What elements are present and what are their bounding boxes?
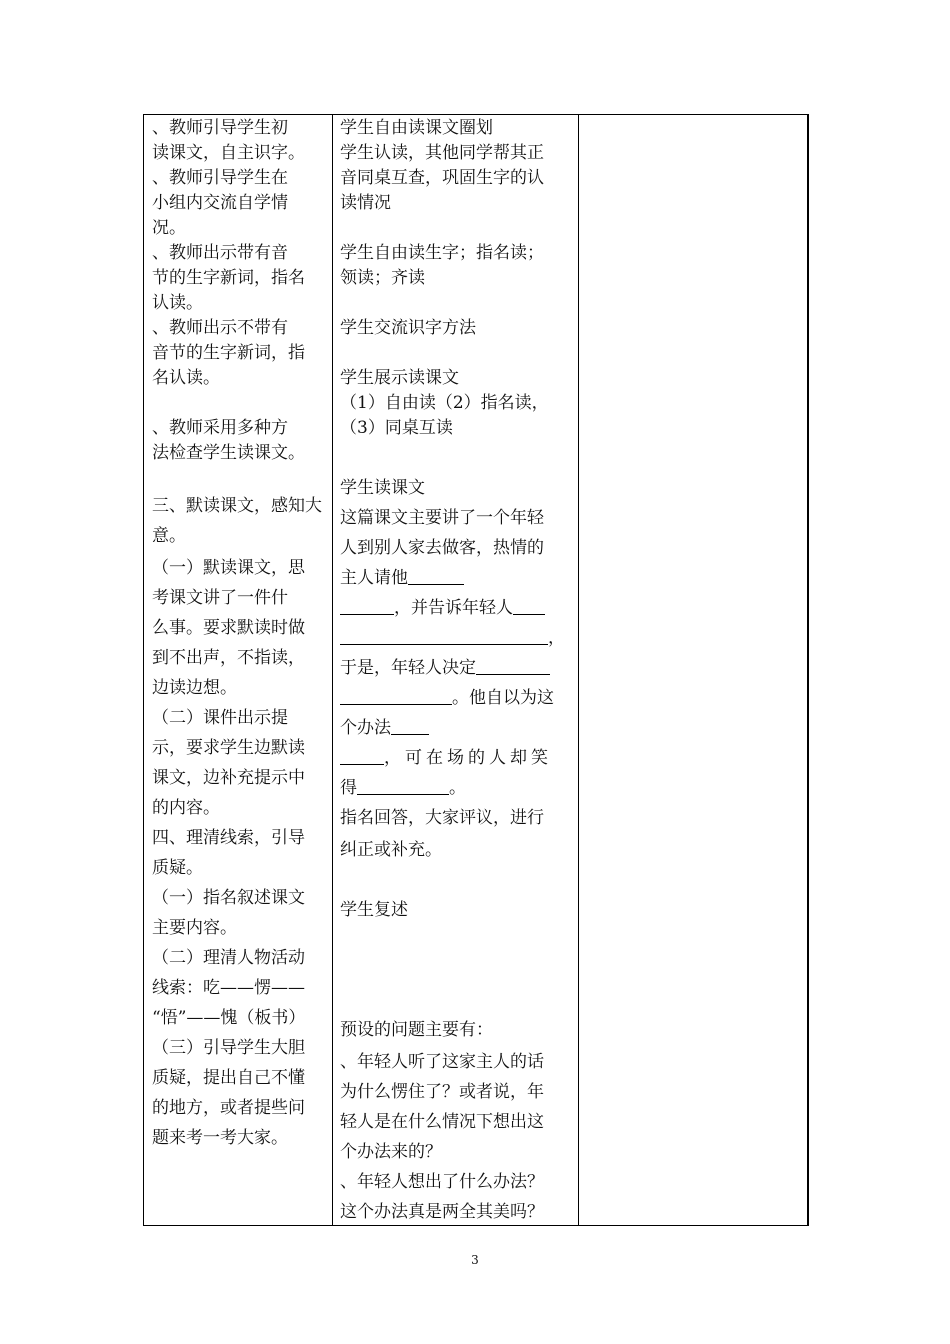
teacher-step-line: 么事。要求默读时做 [152,618,305,638]
section-heading: 三、默读课文，感知大 [152,496,322,516]
fill-in-text: ， [548,628,565,648]
fill-in-text: 。 [449,778,466,798]
student-activity-line: 学生展示读课文 [340,368,459,388]
column-divider [578,115,579,1225]
fill-in-text: ，并告诉年轻人 [394,598,513,618]
teacher-step-line: 、教师引导学生初 [152,118,288,138]
fill-in-line [340,626,565,651]
student-activity-line: 音同桌互查，巩固生字的认 [340,168,544,188]
blank-underline [391,716,429,735]
teacher-step-line: 的内容。 [152,798,220,818]
teacher-step-line: （一）默读课文，思 [152,558,305,578]
student-activity-line: 学生复述 [340,900,408,920]
teacher-step-line: 小组内交流自学情 [152,193,288,213]
teacher-step-line: 意。 [152,526,186,546]
student-activity-line: 、年轻人听了这家主人的话 [340,1052,544,1072]
student-activity-line: 领读；齐读 [340,268,425,288]
fill-in-text: 主人请他 [340,568,408,588]
teacher-step-line: （三）引导学生大胆 [152,1038,305,1058]
fill-in-text: 。他自以为这 [452,688,554,708]
student-activity-line: 指名回答，大家评议，进行 [340,808,544,828]
teacher-step-line: 线索：吃——愣—— [152,978,305,998]
blank-underline [357,776,449,795]
teacher-step-line: 示，要求学生边默读 [152,738,305,758]
student-activity-line: 学生自由读课文圈划 [340,118,493,138]
fill-in-line [340,716,429,741]
teacher-step-line: （一）指名叙述课文 [152,888,305,908]
student-activity-line: 人到别人家去做客，热情的 [340,538,544,558]
fill-in-line [340,746,552,771]
teacher-step-line: 课文，边补充提示中 [152,768,305,788]
fill-in-line [340,656,550,681]
teacher-step-line: （二）课件出示提 [152,708,288,728]
teacher-step-line: 主要内容。 [152,918,237,938]
fill-in-line [340,566,464,591]
fill-in-text: 得 [340,778,357,798]
teacher-step-line: 质疑，提出自己不懂 [152,1068,305,1088]
fill-in-line [340,776,466,801]
student-activity-line: 个办法来的？ [340,1142,442,1162]
teacher-step-line: 读课文，自主识字。 [152,143,305,163]
blank-underline [340,686,452,705]
fill-in-line [340,596,545,621]
student-activity-line: 这个办法真是两全其美吗？ [340,1202,544,1222]
teacher-step-line: 、教师出示带有音 [152,243,288,263]
teacher-step-line: 到不出声，不指读， [152,648,305,668]
teacher-step-line: 、教师出示不带有 [152,318,288,338]
teacher-step-line: 法检查学生读课文。 [152,443,305,463]
student-activity-line: 学生读课文 [340,478,425,498]
teacher-step-line: 、教师采用多种方 [152,418,288,438]
teacher-step-line: 、教师引导学生在 [152,168,288,188]
teacher-step-line: 音节的生字新词，指 [152,343,305,363]
student-activity-line: 为什么愣住了？或者说，年 [340,1082,544,1102]
teacher-step-line: 考课文讲了一件什 [152,588,288,608]
student-activity-line: 学生自由读生字；指名读； [340,243,544,263]
student-activity-line: 预设的问题主要有： [340,1020,493,1040]
student-activity-line: 轻人是在什么情况下想出这 [340,1112,544,1132]
student-activity-line: 纠正或补充。 [340,840,442,860]
teacher-step-line: 节的生字新词，指名 [152,268,305,288]
teacher-step-line: 的地方，或者提些问 [152,1098,305,1118]
teacher-step-line: 边读边想。 [152,678,237,698]
blank-underline [408,566,464,585]
student-activity-line: 学生交流识字方法 [340,318,476,338]
teacher-step-line: “悟”——愧（板书） [152,1008,306,1028]
student-activity-line: （3）同桌互读 [340,418,453,438]
page-number: 3 [471,1253,479,1267]
student-activity-line: 、年轻人想出了什么办法？ [340,1172,544,1192]
blank-underline [340,746,384,765]
teacher-step-line: 题来考一考大家。 [152,1128,288,1148]
fill-in-text: 于是，年轻人决定 [340,658,476,678]
column-divider [332,115,333,1225]
fill-in-text: ，可在场的人却笑 [384,748,552,768]
teacher-step-line: 况。 [152,218,186,238]
student-activity-line: 学生认读，其他同学帮其正 [340,143,544,163]
student-activity-line: 读情况 [340,193,391,213]
student-activity-line: （1）自由读（2）指名读， [340,393,549,413]
student-activity-line: 这篇课文主要讲了一个年轻 [340,508,544,528]
section-heading: 四、理清线索，引导 [152,828,305,848]
blank-underline [340,626,548,645]
blank-underline [476,656,550,675]
teacher-step-line: 认读。 [152,293,203,313]
blank-underline [340,596,394,615]
fill-in-line [340,686,554,711]
teacher-step-line: （二）理清人物活动 [152,948,305,968]
teacher-step-line: 质疑。 [152,858,203,878]
blank-underline [513,596,545,615]
teacher-step-line: 名认读。 [152,368,220,388]
fill-in-text: 个办法 [340,718,391,738]
